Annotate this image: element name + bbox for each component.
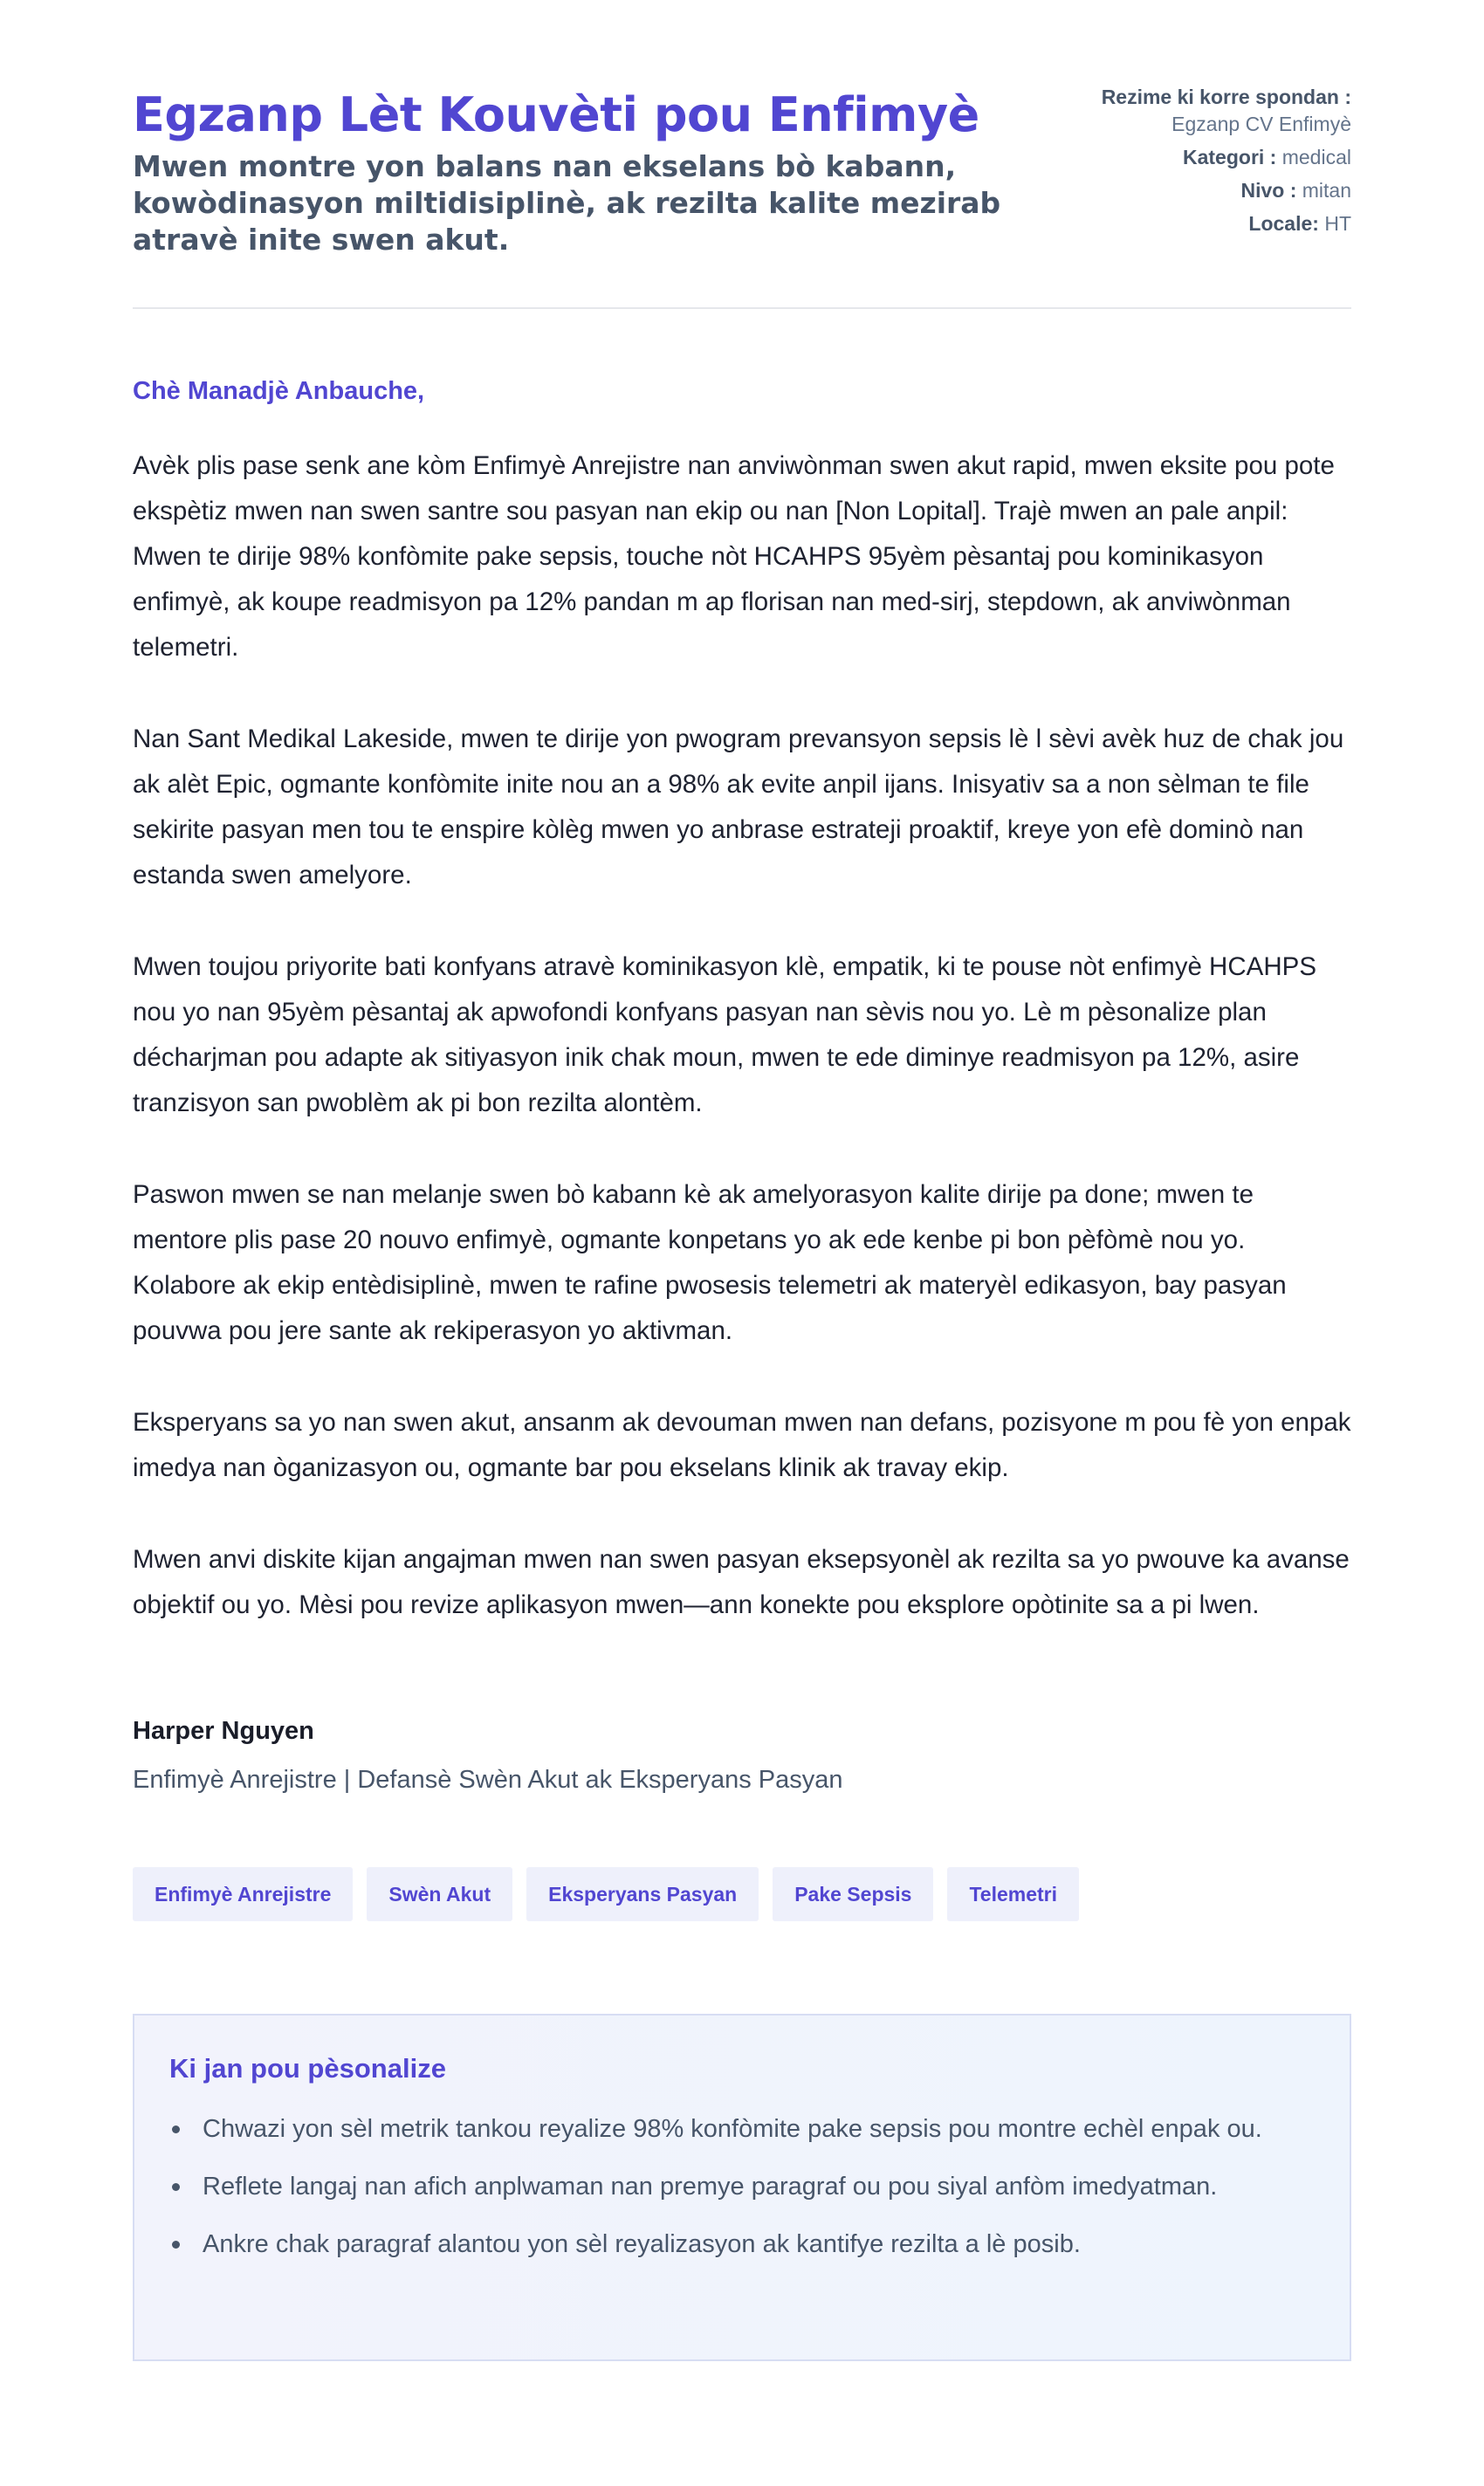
signature-block xyxy=(133,1713,1351,1797)
signature-title: Enfimyè Anrejistre | Defansè Swèn Akut ak Eksperyans Pasyan xyxy=(133,1766,843,1794)
letter-salutation: Chè Manadjè Anbauche, xyxy=(133,377,425,405)
tag-chip[interactable]: Telemetri xyxy=(947,1867,1079,1921)
tips-list xyxy=(169,2106,1315,2267)
letter-paragraph: Mwen anvi diskite kijan angajman mwen nan swen pasyan eksepsyonèl ak rezilta sa yo pwouve ka avanse objektif ou yo. Mèsi pou revize aplikasyon mwen—ann konekte pou eksplore opòtinite sa a pi lwen. xyxy=(133,1545,1350,1619)
meta-locale-value: HT xyxy=(1324,212,1351,235)
meta-category-label: Kategori : xyxy=(1183,146,1277,168)
document-meta xyxy=(1089,84,1351,244)
letter-paragraph: Eksperyans sa yo nan swen akut, ansanm ak devouman mwen nan defans, pozisyone m pou fè yon enpak imedya nan òganizasyon ou, ogmante bar pou ekselans klinik ak travay ekip. xyxy=(133,1408,1351,1482)
tag-chip[interactable]: Eksperyans Pasyan xyxy=(526,1867,759,1921)
meta-level xyxy=(1089,177,1351,204)
customization-tips xyxy=(133,2014,1351,2361)
tips-title: Ki jan pou pèsonalize xyxy=(169,2053,446,2084)
page-subtitle: Mwen montre yon balans nan ekselans bò kabann, kowòdinasyon miltidisiplinè, ak rezilta kalite mezirab atravè inite swen akut. xyxy=(133,149,1001,257)
meta-category xyxy=(1089,144,1351,171)
tag-chip[interactable]: Enfimyè Anrejistre xyxy=(133,1867,353,1921)
tips-item: Ankre chak paragraf alantou yon sèl reyalizasyon ak kantifye rezilta a lè posib. xyxy=(169,2222,1315,2267)
signature-name: Harper Nguyen xyxy=(133,1717,314,1745)
tips-item: Reflete langaj nan afich anplwaman nan premye paragraf ou pou siyal anfòm imedyatman. xyxy=(169,2164,1315,2209)
meta-category-value: medical xyxy=(1281,146,1351,168)
tips-item: Chwazi yon sèl metrik tankou reyalize 98% konfòmite pake sepsis pou montre echèl enpak ou. xyxy=(169,2106,1315,2152)
meta-locale-label: Locale: xyxy=(1248,212,1319,235)
letter-body xyxy=(133,443,1351,1628)
meta-summary-value: Egzanp CV Enfimyè xyxy=(1171,113,1351,135)
meta-level-label: Nivo : xyxy=(1240,179,1297,202)
page-title: Egzanp Lèt Kouvèti pou Enfimyè xyxy=(133,87,979,142)
meta-summary xyxy=(1089,84,1351,138)
header-titles xyxy=(133,84,1058,258)
tag-chip[interactable]: Pake Sepsis xyxy=(773,1867,933,1921)
tag-chip[interactable]: Swèn Akut xyxy=(367,1867,512,1921)
meta-level-value: mitan xyxy=(1302,179,1351,202)
letter-paragraph: Avèk plis pase senk ane kòm Enfimyè Anrejistre nan anviwònman swen akut rapid, mwen eksite pou pote ekspètiz mwen nan swen santre sou pasyan nan ekip ou nan [Non Lopital]. Trajè mwen an pale anpil: Mwen te dirije 98% konfòmite pake sepsis, touche nòt HCAHPS 95yèm pèsantaj pou kominikasyon enfimyè, ak koupe readmisyon pa 12% pandan m ap florisan nan med-sirj, stepdown, ak anviwònman telemetri. xyxy=(133,451,1335,662)
tag-list xyxy=(133,1867,1351,1921)
document-header xyxy=(133,0,1351,309)
meta-locale xyxy=(1089,210,1351,237)
letter-paragraph: Nan Sant Medikal Lakeside, mwen te dirije yon pwogram prevansyon sepsis lè l sèvi avèk huz de chak jou ak alèt Epic, ogmante konfòmite inite nou an a 98% ak evite anpil ijans. Inisyativ sa a non sèlman te file sekirite pasyan men tou te enspire kòlèg mwen yo anbrase estrateji proaktif, kreye yon efè dominò nan estanda swen amelyore. xyxy=(133,725,1344,889)
meta-summary-label: Rezime ki korre spondan : xyxy=(1101,86,1351,108)
letter-paragraph: Paswon mwen se nan melanje swen bò kabann kè ak amelyorasyon kalite dirije pa done; mwen te mentore plis pase 20 nouvo enfimyè, ogmante konpetans yo ak ede kenbe pi bon pèfòmè nou yo. Kolabore ak ekip entèdisiplinè, mwen te rafine pwosesis telemetri ak materyèl edikasyon, bay pasyan pouvwa pou jere sante ak rekiperasyon yo aktivman. xyxy=(133,1180,1287,1345)
letter-paragraph: Mwen toujou priyorite bati konfyans atravè kominikasyon klè, empatik, ki te pouse nòt enfimyè HCAHPS nou yo nan 95yèm pèsantaj ak apwofondi konfyans pasyan nan sèvis nou yo. Lè m pèsonalize plan décharjman pou adapte ak sitiyasyon inik chak moun, mwen te ede diminye readmisyon pa 12%, asire tranzisyon san pwoblèm ak pi bon rezilta alontèm. xyxy=(133,952,1316,1117)
